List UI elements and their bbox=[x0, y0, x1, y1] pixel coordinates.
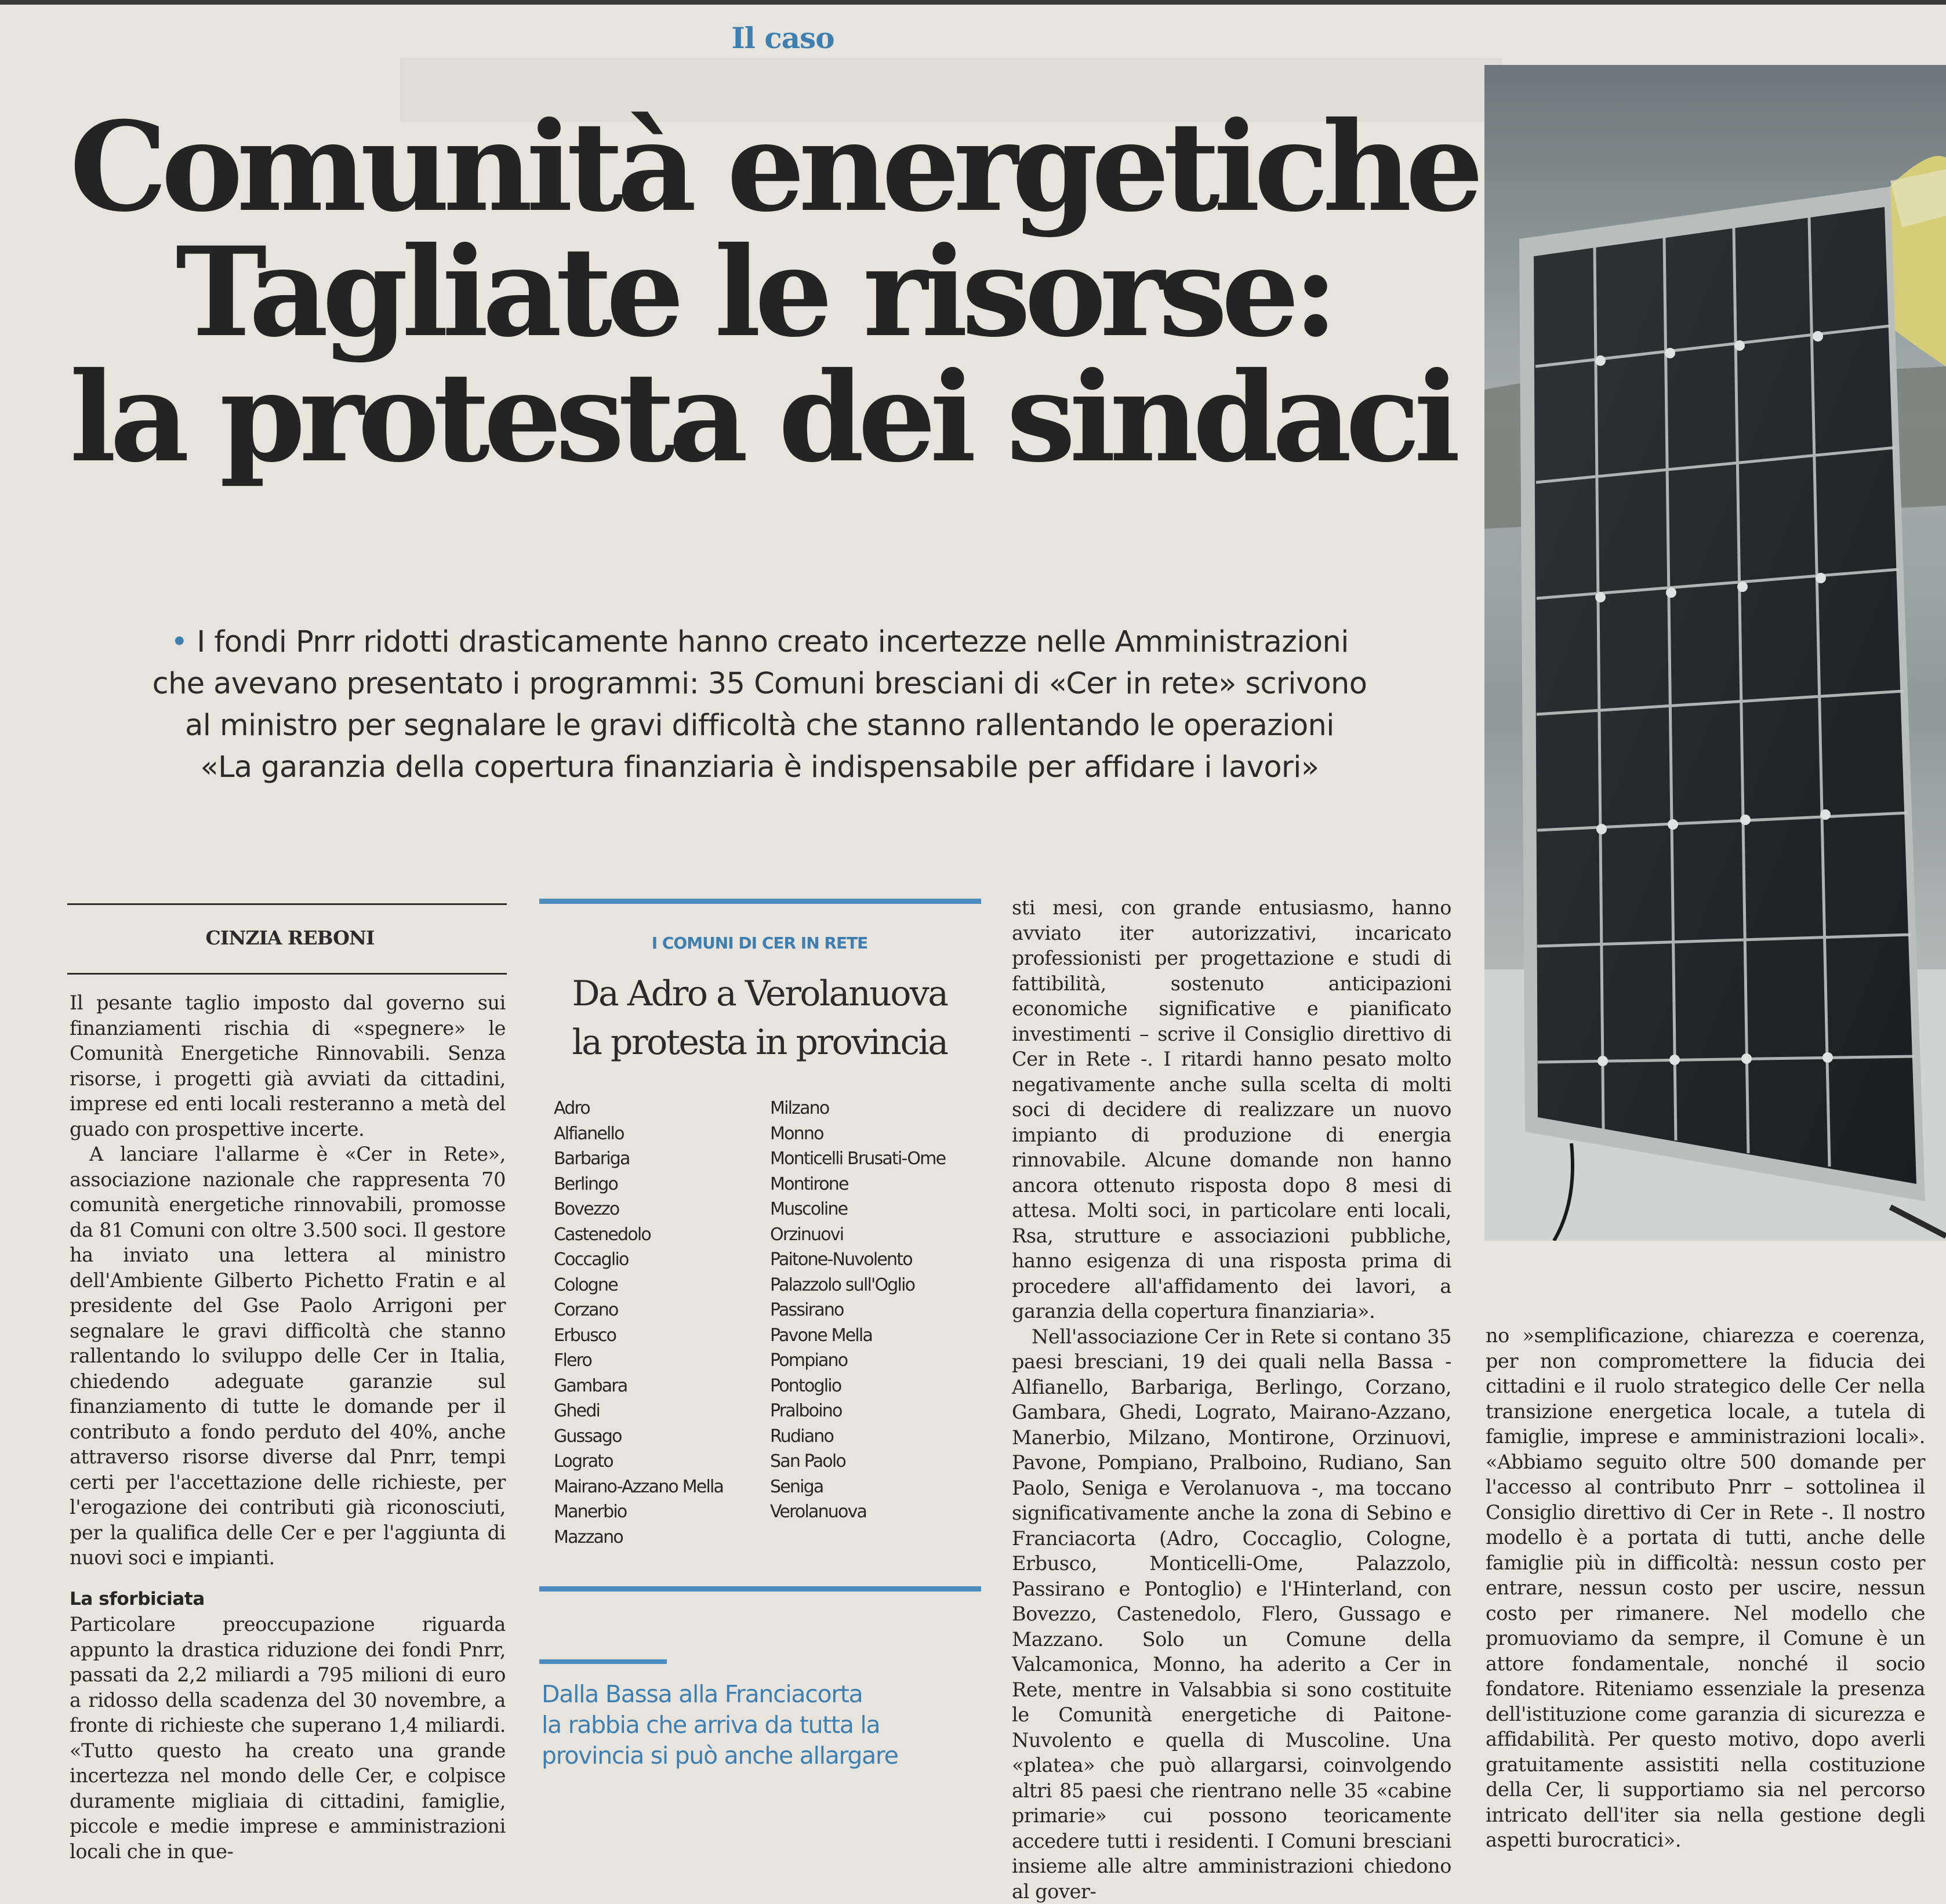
headline-line-1: Comunità energetiche bbox=[70, 104, 1438, 230]
municipality-item: Montirone bbox=[770, 1172, 945, 1197]
municipality-item: Flero bbox=[554, 1348, 723, 1374]
municipality-list-left bbox=[554, 1096, 723, 1550]
municipality-item: Milzano bbox=[770, 1096, 945, 1121]
subtitle-line-1: I fondi Pnrr ridotti drasticamente hanno creato incertezze nelle Amministrazioni bbox=[197, 625, 1349, 659]
section-kicker: Il caso bbox=[667, 21, 899, 55]
pullquote-line-3: provincia si può anche allargare bbox=[542, 1741, 982, 1771]
municipality-item: Manerbio bbox=[554, 1499, 723, 1525]
box-title bbox=[539, 969, 980, 1067]
byline-rule-bottom bbox=[67, 973, 507, 975]
municipality-item: Coccaglio bbox=[554, 1247, 723, 1273]
municipality-item: San Paolo bbox=[770, 1449, 945, 1474]
headline-line-2: Tagliate le risorse: bbox=[70, 230, 1438, 355]
municipality-item: Mazzano bbox=[554, 1525, 723, 1550]
pullquote-rule bbox=[539, 1659, 667, 1664]
article-column-3 bbox=[1012, 895, 1451, 1904]
municipality-item: Lograto bbox=[554, 1449, 723, 1474]
municipality-item: Ghedi bbox=[554, 1398, 723, 1424]
municipality-item: Bovezzo bbox=[554, 1197, 723, 1222]
municipality-item: Rudiano bbox=[770, 1424, 945, 1449]
municipality-item: Alfianello bbox=[554, 1121, 723, 1147]
col4-paragraph-1: no »semplificazione, chiarezza e coerenza, per non compromettere la fiducia dei cittadini e il ruolo strategico delle Cer nella transizione energetica locale, a tutela di famiglie, imprese e amministrazioni locali». «Abbiamo seguito oltre 500 domande per l'accesso al contributo Pnrr – sottolinea il Consiglio direttivo di Cer in Rete -. Il nostro modello è a portata di tutti, anche delle famiglie più in difficoltà: nessun costo per entrare, nessun costo per uscire, nessun costo per rimanere. Nel modello che promuoviamo da sempre, il Comune è un attore fondamentale, nonché il socio fondatore. Riteniamo essenziale la presenza dell'istituzione come garanzia di sicurezza e affidabilità. Per questo motivo, dopo averli gratuitamente assistiti nella costituzione della Cer, li supportiamo sia nel percorso intricato dell'iter sia nella gestione degli aspetti burocratici». bbox=[1486, 1323, 1925, 1853]
municipality-item: Paitone-Nuvolento bbox=[770, 1247, 945, 1273]
municipality-item: Barbariga bbox=[554, 1146, 723, 1172]
municipality-item: Monticelli Brusati-Ome bbox=[770, 1146, 945, 1172]
box-title-line-1: Da Adro a Verolanuova bbox=[539, 969, 980, 1018]
municipality-item: Muscoline bbox=[770, 1197, 945, 1222]
subhead-sforbiciata: La sforbiciata bbox=[70, 1587, 506, 1612]
byline: CINZIA REBONI bbox=[70, 926, 510, 949]
box-bottom-rule bbox=[539, 1586, 981, 1591]
subtitle-line-3: al ministro per segnalare le gravi difficoltà che stanno rallentando le operazioni bbox=[64, 705, 1455, 747]
col3-paragraph-1: sti mesi, con grande entusiasmo, hanno avviato iter autorizzativi, incaricato professionisti per progettazione e studi di fattibilità, sostenuto anticipazioni economiche significative e pianificato investimenti – scrive il Consiglio direttivo di Cer in Rete -. I ritardi hanno pesato molto negativamente anche sulla scelta di molti soci di decidere di realizzare un nuovo impianto di produzione di energia rinnovabile. Alcune domande non hanno ancora ottenuto risposta dopo 8 mesi di attesa. Molti soci, in particolare enti locali, Rsa, strutture e associazioni pubbliche, hanno esigenza di una risposta prima di procedere all'affidamento dei lavori, a garanzia della copertura finanziaria». bbox=[1012, 895, 1451, 1324]
box-title-line-2: la protesta in provincia bbox=[539, 1018, 980, 1067]
solar-panel-illustration bbox=[1484, 65, 1946, 1241]
municipality-item: Mairano-Azzano Mella bbox=[554, 1474, 723, 1500]
solar-panel-photo bbox=[1484, 65, 1946, 1241]
pullquote bbox=[542, 1679, 982, 1771]
municipality-item: Adro bbox=[554, 1096, 723, 1121]
byline-rule-top bbox=[67, 903, 507, 905]
municipality-item: Pavone Mella bbox=[770, 1323, 945, 1349]
municipality-item: Passirano bbox=[770, 1298, 945, 1323]
article-column-1 bbox=[70, 990, 506, 1864]
article-column-4 bbox=[1486, 1323, 1925, 1853]
subtitle-line-2: che avevano presentato i programmi: 35 Comuni bresciani di «Cer in rete» scrivono bbox=[64, 663, 1455, 705]
municipality-item: Monno bbox=[770, 1121, 945, 1147]
col1-paragraph-1: Il pesante taglio imposto dal governo sui finanziamenti rischia di «spegnere» le Comunità Energetiche Rinnovabili. Senza risorse, i progetti già avviati da cittadini, imprese ed enti locali resteranno a metà del guado con prospettive incerte. bbox=[70, 990, 506, 1142]
col1-paragraph-3: Particolare preoccupazione riguarda appunto la drastica riduzione dei fondi Pnrr, passati da 2,2 miliardi a 795 milioni di euro a ridosso della scadenza del 30 novembre, a fronte di richieste che superano 1,4 miliardi. «Tutto questo ha creato una grande incertezza nel mondo delle Cer, e colpisce duramente migliaia di cittadini, famiglie, piccole e medie imprese e amministrazioni locali che in que- bbox=[70, 1612, 506, 1864]
municipality-item: Orzinuovi bbox=[770, 1222, 945, 1248]
municipality-item: Corzano bbox=[554, 1298, 723, 1323]
municipality-item: Pompiano bbox=[770, 1348, 945, 1374]
box-top-rule bbox=[539, 899, 981, 904]
municipality-item: Cologne bbox=[554, 1273, 723, 1298]
municipality-item: Castenedolo bbox=[554, 1222, 723, 1248]
subtitle-line-4: «La garanzia della copertura finanziaria è indispensabile per affidare i lavori» bbox=[64, 747, 1455, 789]
subtitle bbox=[64, 622, 1455, 789]
municipality-item: Palazzolo sull'Oglio bbox=[770, 1273, 945, 1298]
municipality-item: Gussago bbox=[554, 1424, 723, 1449]
municipality-item: Verolanuova bbox=[770, 1499, 945, 1525]
col3-paragraph-2: Nell'associazione Cer in Rete si contano 35 paesi bresciani, 19 dei quali nella Bassa - Alfianello, Barbariga, Berlingo, Corzano, Gambara, Ghedi, Lograto, Mairano-Azzano, Manerbio, Milzano, Montirone, Orzinuovi, Pavone, Pompiano, Pralboino, Rudiano, San Paolo, Seniga e Verolanuova -, ma toccano significativamente anche la zona di Sebino e Franciacorta (Adro, Coccaglio, Cologne, Erbusco, Monticelli-Ome, Palazzolo, Passirano e Pontoglio) e l'Hinterland, con Bovezzo, Castenedolo, Flero, Gussago e Mazzano. Solo un Comune della Valcamonica, Monno, ha aderito a Cer in Rete, mentre in Valsabbia si sono costituite le Comunità energetiche di Paitone-Nuvolento e quella di Muscoline. Una «platea» che può allargarsi, coinvolgendo altri 85 paesi che rientrano nelle 35 «cabine primarie» cui possono teoricamente accedere tutti i residenti. I Comuni bresciani insieme alle altre amministrazioni chiedono al gover- bbox=[1012, 1324, 1451, 1904]
headline-line-3: la protesta dei sindaci bbox=[70, 355, 1438, 480]
municipality-item: Gambara bbox=[554, 1374, 723, 1399]
municipality-item: Pralboino bbox=[770, 1398, 945, 1424]
municipality-list-right bbox=[770, 1096, 945, 1525]
municipality-item: Pontoglio bbox=[770, 1374, 945, 1399]
municipality-item: Erbusco bbox=[554, 1323, 723, 1349]
bullet-icon: • bbox=[170, 625, 187, 659]
pullquote-line-2: la rabbia che arriva da tutta la bbox=[542, 1710, 982, 1741]
col1-paragraph-2: A lanciare l'allarme è «Cer in Rete», associazione nazionale che rappresenta 70 comunità energetiche rinnovabili, promosse da 81 Comuni con oltre 3.500 soci. Il gestore ha inviato una lettera al ministro dell'Ambiente Gilberto Pichetto Fratin e al presidente del Gse Paolo Arrigoni per segnalare le gravi difficoltà che stanno rallentando lo sviluppo delle Cer in Italia, chiedendo adeguate garanzie sul finanziamento di tutte le domande per il contributo a fondo perduto del 40%, anche attraverso risorse diverse dal Pnrr, tempi certi per l'accettazione delle richieste, per l'erogazione dei contributi già riconosciuti, per la qualifica delle Cer e per l'aggiunta di nuovi soci e impianti. bbox=[70, 1142, 506, 1571]
municipality-item: Berlingo bbox=[554, 1172, 723, 1197]
page-top-rule bbox=[0, 0, 1946, 5]
box-label: I COMUNI DI CER IN RETE bbox=[539, 933, 980, 953]
headline bbox=[70, 104, 1438, 480]
pullquote-line-1: Dalla Bassa alla Franciacorta bbox=[542, 1679, 982, 1710]
municipality-item: Seniga bbox=[770, 1474, 945, 1500]
